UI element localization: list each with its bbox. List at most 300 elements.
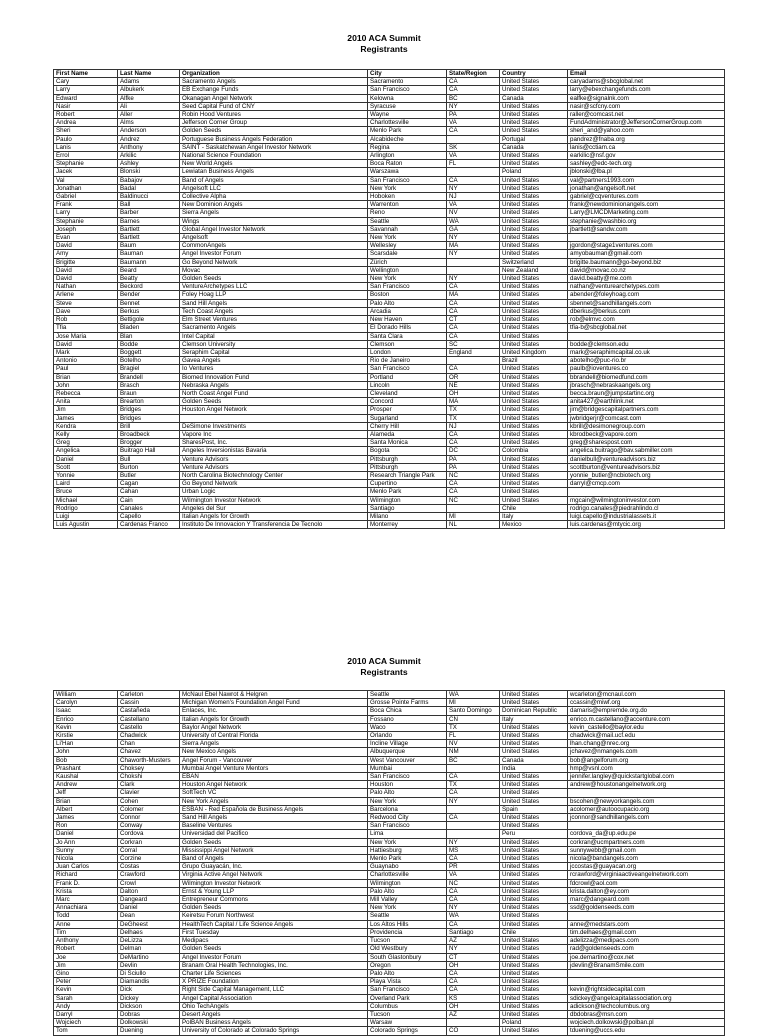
- cell-organization: Jefferson Corner Group: [180, 119, 368, 127]
- cell-last-name: Brasch: [118, 381, 180, 389]
- cell-last-name: Bartlett: [118, 225, 180, 233]
- cell-organization: Golden Seeds: [180, 398, 368, 406]
- cell-email: anne@medstars.com: [568, 920, 725, 928]
- cell-city: San Francisco: [368, 822, 447, 830]
- cell-city: New York: [368, 838, 447, 846]
- cell-city: Palo Alto: [368, 969, 447, 977]
- cell-email: jchavez@nmangels.com: [568, 748, 725, 756]
- table-row: [54, 969, 725, 977]
- cell-first-name: Frank: [54, 201, 118, 209]
- table-row: [54, 1002, 725, 1010]
- cell-first-name: Sunny: [54, 846, 118, 854]
- cell-state-region: England: [447, 348, 500, 356]
- cell-city: Arlington: [368, 152, 447, 160]
- registrants-table: [53, 690, 725, 1036]
- cell-city: Portland: [368, 373, 447, 381]
- cell-city: Cleveland: [368, 389, 447, 397]
- cell-organization: Angelsoft LLC: [180, 184, 368, 192]
- cell-state-region: [447, 504, 500, 512]
- table-row: [54, 764, 725, 772]
- cell-email: jennifer.langley@quickstartglobal.com: [568, 773, 725, 781]
- cell-organization: Angel Capital Association: [180, 994, 368, 1002]
- cell-last-name: Brearton: [118, 398, 180, 406]
- cell-organization: Golden Seeds: [180, 275, 368, 283]
- cell-first-name: Larry: [54, 86, 118, 94]
- cell-state-region: NL: [447, 521, 500, 529]
- cell-email: andrew@houstonangelnetwork.org: [568, 781, 725, 789]
- cell-last-name: Blonski: [118, 168, 180, 176]
- cell-organization: Okanagan Angel Network: [180, 94, 368, 102]
- cell-city: Menlo Park: [368, 488, 447, 496]
- cell-organization: Venture Advisors: [180, 463, 368, 471]
- cell-email: caryadams@sbcglobal.net: [568, 78, 725, 86]
- cell-state-region: SK: [447, 143, 500, 151]
- cell-first-name: Lanis: [54, 143, 118, 151]
- cell-first-name: Kaushal: [54, 773, 118, 781]
- table-row: [54, 258, 725, 266]
- cell-email: luis.cardenas@mtycic.org: [568, 521, 725, 529]
- cell-email: [568, 234, 725, 242]
- cell-city: New York: [368, 275, 447, 283]
- cell-first-name: Daniel: [54, 455, 118, 463]
- cell-last-name: Costas: [118, 863, 180, 871]
- table-row: [54, 406, 725, 414]
- cell-first-name: Larry: [54, 209, 118, 217]
- cell-email: jgordon@stage1ventures.com: [568, 242, 725, 250]
- cell-last-name: Capello: [118, 512, 180, 520]
- cell-city: Old Westbury: [368, 945, 447, 953]
- table-row: [54, 1010, 725, 1018]
- cell-city: New York: [368, 904, 447, 912]
- cell-country: United States: [500, 937, 568, 945]
- cell-email: sbennet@sandhillangels.com: [568, 299, 725, 307]
- table-row: [54, 135, 725, 143]
- cell-city: Sugarland: [368, 414, 447, 422]
- table-row: [54, 217, 725, 225]
- cell-last-name: Brogger: [118, 439, 180, 447]
- table-row: [54, 822, 725, 830]
- cell-organization: Seraphim Capital: [180, 348, 368, 356]
- cell-state-region: MS: [447, 846, 500, 854]
- cell-state-region: AZ: [447, 937, 500, 945]
- cell-last-name: Beard: [118, 266, 180, 274]
- cell-email: rodrigo.canales@piedrahlindo.cl: [568, 504, 725, 512]
- cell-organization: Grupo Guayacán, Inc.: [180, 863, 368, 871]
- cell-organization: Houston Angel Network: [180, 781, 368, 789]
- table-row: [54, 986, 725, 994]
- cell-email: stephanie@washbio.org: [568, 217, 725, 225]
- cell-state-region: OH: [447, 389, 500, 397]
- cell-country: United States: [500, 201, 568, 209]
- cell-city: Arcadia: [368, 307, 447, 315]
- table-row: [54, 127, 725, 135]
- cell-organization: Baylor Angel Network: [180, 723, 368, 731]
- cell-first-name: Kevin: [54, 723, 118, 731]
- cell-country: United States: [500, 961, 568, 969]
- table-row: [54, 168, 725, 176]
- cell-organization: Movac: [180, 266, 368, 274]
- cell-city: West Vancouver: [368, 756, 447, 764]
- cell-state-region: [447, 822, 500, 830]
- cell-first-name: Todd: [54, 912, 118, 920]
- cell-state-region: CA: [447, 430, 500, 438]
- cell-last-name: Canales: [118, 504, 180, 512]
- cell-state-region: [447, 168, 500, 176]
- cell-last-name: Adams: [118, 78, 180, 86]
- table-row: [54, 773, 725, 781]
- cell-country: United States: [500, 299, 568, 307]
- table-row: [54, 521, 725, 529]
- cell-city: Hoboken: [368, 193, 447, 201]
- cell-organization: Lewiatan Business Angels: [180, 168, 368, 176]
- cell-email: mark@seraphimcapital.co.uk: [568, 348, 725, 356]
- cell-city: Lincoln: [368, 381, 447, 389]
- cell-email: scottburton@ventureadvisors.biz: [568, 463, 725, 471]
- cell-country: United States: [500, 978, 568, 986]
- cell-organization: Desert Angels: [180, 1010, 368, 1018]
- cell-first-name: Jim: [54, 961, 118, 969]
- cell-organization: Instituto De Innovacion Y Transferencia De Tecnolo: [180, 521, 368, 529]
- cell-organization: Enlaces, Inc.: [180, 707, 368, 715]
- cell-city: New York: [368, 797, 447, 805]
- cell-state-region: TX: [447, 414, 500, 422]
- cell-organization: Angeles del Sur: [180, 504, 368, 512]
- cell-first-name: Luis Agustin: [54, 521, 118, 529]
- cell-country: United States: [500, 814, 568, 822]
- cell-state-region: CA: [447, 855, 500, 863]
- table-row: [54, 699, 725, 707]
- cell-state-region: CA: [447, 920, 500, 928]
- cell-state-region: OH: [447, 961, 500, 969]
- cell-country: United States: [500, 488, 568, 496]
- cell-first-name: Frank D.: [54, 879, 118, 887]
- cell-country: Chile: [500, 928, 568, 936]
- cell-email: jbrasch@nebraskaangels.org: [568, 381, 725, 389]
- table-row: [54, 855, 725, 863]
- cell-country: United States: [500, 455, 568, 463]
- table-row: [54, 863, 725, 871]
- title-line1: 2010 ACA Summit: [347, 656, 421, 666]
- cell-organization: Urban Logic: [180, 488, 368, 496]
- cell-city: Orlando: [368, 732, 447, 740]
- cell-state-region: NV: [447, 209, 500, 217]
- cell-city: Incline Village: [368, 740, 447, 748]
- registrants-table: [53, 69, 725, 529]
- cell-first-name: Wojciech: [54, 1019, 118, 1027]
- cell-organization: Golden Seeds: [180, 945, 368, 953]
- cell-country: Mexico: [500, 521, 568, 529]
- cell-last-name: Choksey: [118, 764, 180, 772]
- cell-city: Santa Monica: [368, 439, 447, 447]
- cell-last-name: Crawford: [118, 871, 180, 879]
- cell-last-name: Brandell: [118, 373, 180, 381]
- cell-organization: Medipacs: [180, 937, 368, 945]
- cell-last-name: Cain: [118, 496, 180, 504]
- cell-state-region: Santiago: [447, 928, 500, 936]
- cell-first-name: Ron: [54, 822, 118, 830]
- cell-organization: Mumbai Angel Venture Mentors: [180, 764, 368, 772]
- cell-city: Redwood City: [368, 814, 447, 822]
- cell-last-name: Badal: [118, 184, 180, 192]
- cell-first-name: Prashant: [54, 764, 118, 772]
- cell-first-name: Tim: [54, 928, 118, 936]
- cell-first-name: Michael: [54, 496, 118, 504]
- cell-last-name: Baumann: [118, 258, 180, 266]
- cell-last-name: Bull: [118, 455, 180, 463]
- cell-country: United States: [500, 463, 568, 471]
- cell-last-name: Botelho: [118, 357, 180, 365]
- cell-organization: Mississippi Angel Network: [180, 846, 368, 854]
- cell-first-name: Jo Ann: [54, 838, 118, 846]
- cell-organization: Seed Capital Fund of CNY: [180, 102, 368, 110]
- cell-organization: Vapore Inc: [180, 430, 368, 438]
- cell-email: jdevlin@BranamSmile.com: [568, 961, 725, 969]
- cell-email: sdickey@angelcapitalassociation.org: [568, 994, 725, 1002]
- cell-organization: Tech Coast Angels: [180, 307, 368, 315]
- cell-state-region: MA: [447, 398, 500, 406]
- cell-first-name: Albert: [54, 805, 118, 813]
- cell-country: United States: [500, 789, 568, 797]
- cell-email: kevin@rightsidecapital.com: [568, 986, 725, 994]
- cell-organization: Biomed Innovation Fund: [180, 373, 368, 381]
- cell-state-region: CA: [447, 480, 500, 488]
- cell-state-region: WA: [447, 691, 500, 699]
- cell-country: United States: [500, 242, 568, 250]
- cell-organization: Golden Seeds: [180, 838, 368, 846]
- cell-city: Providencia: [368, 928, 447, 936]
- cell-first-name: Rebecca: [54, 389, 118, 397]
- cell-organization: New Dominion Angels: [180, 201, 368, 209]
- cell-state-region: NY: [447, 945, 500, 953]
- table-row: [54, 389, 725, 397]
- cell-first-name: Kelly: [54, 430, 118, 438]
- cell-country: United Kingdom: [500, 348, 568, 356]
- cell-first-name: Laird: [54, 480, 118, 488]
- cell-country: Colombia: [500, 447, 568, 455]
- cell-state-region: NY: [447, 250, 500, 258]
- cell-state-region: FL: [447, 160, 500, 168]
- cell-email: gabriel@cqventures.com: [568, 193, 725, 201]
- cell-first-name: Nasir: [54, 102, 118, 110]
- cell-last-name: Barnes: [118, 217, 180, 225]
- table-row: [54, 928, 725, 936]
- cell-last-name: Chan: [118, 740, 180, 748]
- cell-country: United States: [500, 324, 568, 332]
- cell-city: Lima: [368, 830, 447, 838]
- cell-city: Oregon: [368, 961, 447, 969]
- cell-first-name: Anita: [54, 398, 118, 406]
- cell-state-region: PA: [447, 463, 500, 471]
- cell-state-region: CA: [447, 887, 500, 895]
- cell-organization: McNaul Ebel Nawrot & Helgren: [180, 691, 368, 699]
- cell-state-region: MI: [447, 512, 500, 520]
- cell-city: Grosse Pointe Farms: [368, 699, 447, 707]
- title-line2: Registrants: [360, 44, 408, 54]
- cell-country: United States: [500, 225, 568, 233]
- cell-email: anita427@earthlink.net: [568, 398, 725, 406]
- table-row: [54, 797, 725, 805]
- cell-state-region: SC: [447, 340, 500, 348]
- table-row: [54, 299, 725, 307]
- cell-state-region: [447, 764, 500, 772]
- cell-organization: Golden Seeds: [180, 904, 368, 912]
- cell-last-name: Bridges: [118, 414, 180, 422]
- cell-city: Prosper: [368, 406, 447, 414]
- cell-country: United States: [500, 176, 568, 184]
- cell-country: Poland: [500, 1019, 568, 1027]
- cell-organization: Band of Angels: [180, 176, 368, 184]
- cell-last-name: Corzine: [118, 855, 180, 863]
- cell-country: United States: [500, 740, 568, 748]
- cell-country: Peru: [500, 830, 568, 838]
- table-row: [54, 1027, 725, 1035]
- cell-country: United States: [500, 953, 568, 961]
- cell-first-name: William: [54, 691, 118, 699]
- cell-organization: Sacramento Angels: [180, 324, 368, 332]
- cell-first-name: Dave: [54, 307, 118, 315]
- cell-city: Monterrey: [368, 521, 447, 529]
- cell-state-region: CT: [447, 316, 500, 324]
- cell-email: becca.braun@jumpstartinc.org: [568, 389, 725, 397]
- cell-last-name: Broadbeck: [118, 430, 180, 438]
- cell-email: jwbridgerjr@comcast.com: [568, 414, 725, 422]
- cell-last-name: Dolkowski: [118, 1019, 180, 1027]
- cell-country: United States: [500, 209, 568, 217]
- table-row: [54, 430, 725, 438]
- cell-email: enrico.m.castellano@accenture.com: [568, 715, 725, 723]
- cell-email: lhan.chang@nrec.org: [568, 740, 725, 748]
- cell-organization: Keiretsu Forum Northwest: [180, 912, 368, 920]
- cell-state-region: CA: [447, 488, 500, 496]
- cell-country: United States: [500, 217, 568, 225]
- cell-email: val@partners1993.com: [568, 176, 725, 184]
- cell-first-name: Stephanie: [54, 160, 118, 168]
- cell-last-name: Corral: [118, 846, 180, 854]
- cell-city: Albuquerque: [368, 748, 447, 756]
- cell-city: Tucson: [368, 1010, 447, 1018]
- cell-city: Seattle: [368, 217, 447, 225]
- cell-city: Mumbai: [368, 764, 447, 772]
- cell-last-name: Dean: [118, 912, 180, 920]
- cell-city: Seattle: [368, 912, 447, 920]
- table-row: [54, 414, 725, 422]
- cell-email: bodde@clemson.edu: [568, 340, 725, 348]
- cell-city: Savannah: [368, 225, 447, 233]
- cell-first-name: Antonio: [54, 357, 118, 365]
- table-row: [54, 838, 725, 846]
- cell-country: United States: [500, 193, 568, 201]
- cell-last-name: Butler: [118, 471, 180, 479]
- table-row: [54, 904, 725, 912]
- cell-state-region: TX: [447, 406, 500, 414]
- table-row: [54, 275, 725, 283]
- cell-city: Warszawa: [368, 168, 447, 176]
- cell-city: Palo Alto: [368, 789, 447, 797]
- cell-city: Santiago: [368, 504, 447, 512]
- cell-organization: Angeles Inversionistas Bavaria: [180, 447, 368, 455]
- cell-last-name: Delman: [118, 945, 180, 953]
- cell-state-region: CA: [447, 439, 500, 447]
- cell-first-name: Greg: [54, 439, 118, 447]
- cell-state-region: CA: [447, 814, 500, 822]
- cell-organization: VentureArchetypes LLC: [180, 283, 368, 291]
- cell-first-name: David: [54, 340, 118, 348]
- cell-first-name: Richard: [54, 871, 118, 879]
- table-row: [54, 102, 725, 110]
- table-row: [54, 184, 725, 192]
- cell-email: jblonski@lba.pl: [568, 168, 725, 176]
- cell-first-name: Luigi: [54, 512, 118, 520]
- cell-first-name: Jeff: [54, 789, 118, 797]
- cell-organization: ESBAN - Red Española de Business Angels: [180, 805, 368, 813]
- cell-email: dberkus@berkus.com: [568, 307, 725, 315]
- cell-country: United States: [500, 723, 568, 731]
- cell-state-region: [447, 805, 500, 813]
- cell-last-name: Ali: [118, 102, 180, 110]
- cell-state-region: CT: [447, 953, 500, 961]
- cell-city: San Francisco: [368, 365, 447, 373]
- cell-country: United States: [500, 398, 568, 406]
- cell-country: United States: [500, 307, 568, 315]
- cell-country: United States: [500, 471, 568, 479]
- cell-email: [568, 969, 725, 977]
- cell-city: Sacramento: [368, 78, 447, 86]
- cell-state-region: VA: [447, 152, 500, 160]
- cell-last-name: Buitrago Hall: [118, 447, 180, 455]
- cell-country: United States: [500, 291, 568, 299]
- cell-organization: Wings: [180, 217, 368, 225]
- table-row: [54, 715, 725, 723]
- cell-city: Menlo Park: [368, 127, 447, 135]
- cell-country: United States: [500, 184, 568, 192]
- cell-city: Wellington: [368, 266, 447, 274]
- cell-first-name: Li'Han: [54, 740, 118, 748]
- cell-organization: Baseline Ventures: [180, 822, 368, 830]
- cell-state-region: [447, 258, 500, 266]
- table-row: [54, 707, 725, 715]
- cell-first-name: Paulo: [54, 135, 118, 143]
- cell-country: United States: [500, 748, 568, 756]
- cell-first-name: Gabriel: [54, 193, 118, 201]
- cell-state-region: TX: [447, 781, 500, 789]
- cell-city: New York: [368, 184, 447, 192]
- cell-state-region: VA: [447, 201, 500, 209]
- cell-email: wojciech.dolkowski@polban.pl: [568, 1019, 725, 1027]
- cell-city: Wellesley: [368, 242, 447, 250]
- cell-state-region: CA: [447, 773, 500, 781]
- cell-country: United States: [500, 78, 568, 86]
- cell-state-region: KS: [447, 994, 500, 1002]
- cell-city: Kelowna: [368, 94, 447, 102]
- cell-first-name: Scott: [54, 463, 118, 471]
- cell-state-region: MI: [447, 699, 500, 707]
- table-row: [54, 937, 725, 945]
- table-row: [54, 250, 725, 258]
- cell-country: Canada: [500, 756, 568, 764]
- cell-last-name: Bennet: [118, 299, 180, 307]
- cell-state-region: CA: [447, 896, 500, 904]
- cell-email: tfia-b@sbcglobal.net: [568, 324, 725, 332]
- cell-country: United States: [500, 127, 568, 135]
- cell-country: United States: [500, 389, 568, 397]
- cell-city: San Francisco: [368, 773, 447, 781]
- cell-email: tim.delhaes@gmail.com: [568, 928, 725, 936]
- title-line1: 2010 ACA Summit: [347, 33, 421, 43]
- cell-organization: SharesPost, Inc.: [180, 439, 368, 447]
- cell-last-name: Ball: [118, 201, 180, 209]
- cell-organization: [180, 414, 368, 422]
- cell-last-name: Castello: [118, 723, 180, 731]
